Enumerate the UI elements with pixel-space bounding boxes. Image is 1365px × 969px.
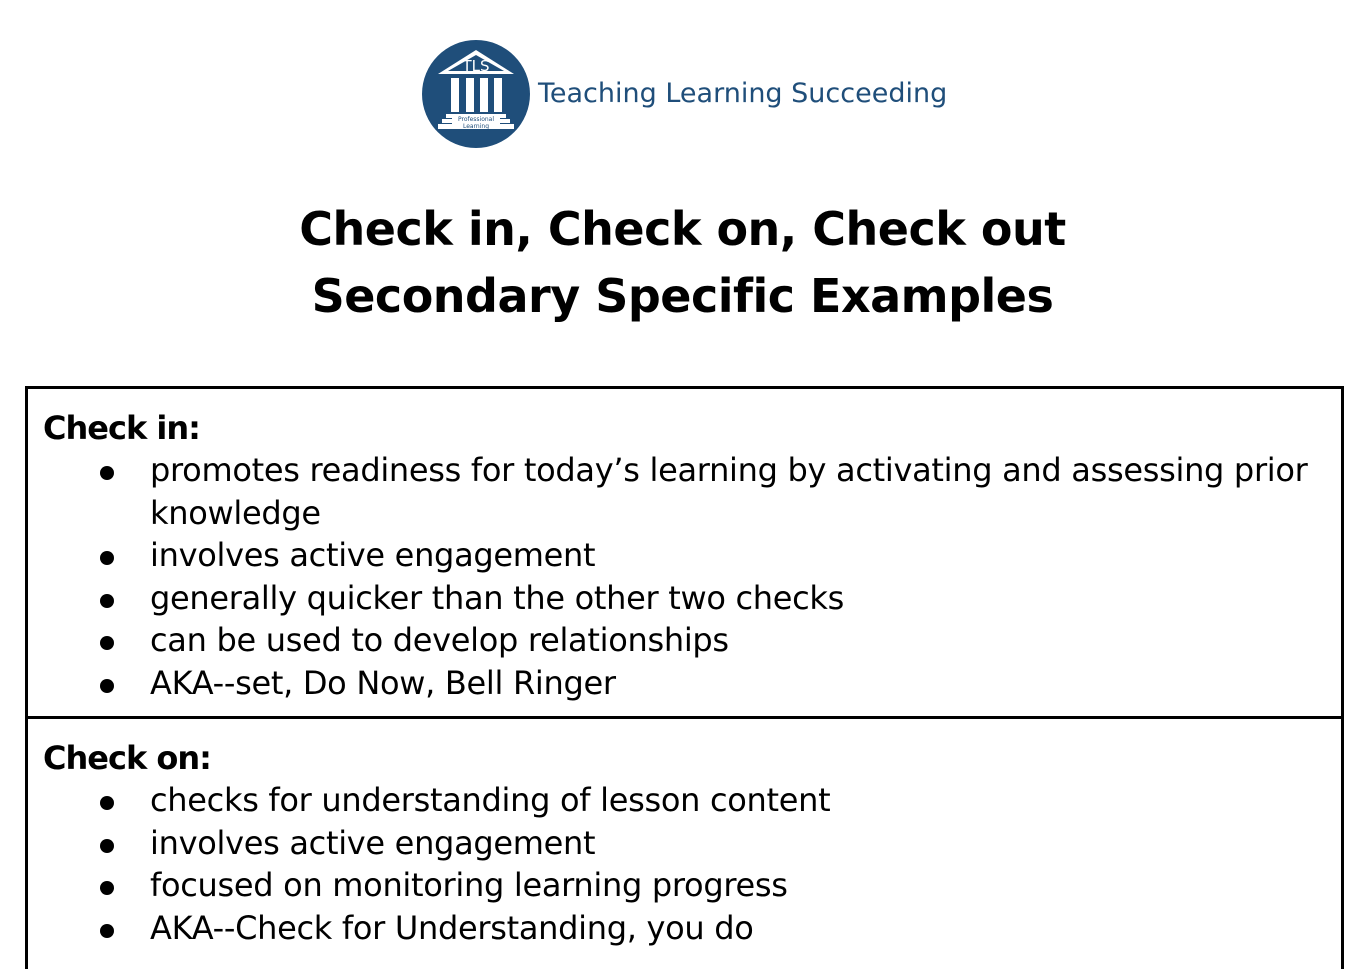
list-item: involves active engagement — [43, 534, 1341, 577]
tls-logo-icon — [422, 40, 530, 148]
header — [422, 40, 947, 148]
bullet-icon — [100, 466, 114, 480]
checks-table — [25, 386, 1344, 969]
brand-text: Teaching Learning Succeeding — [538, 77, 948, 109]
page-title — [0, 196, 1365, 330]
bullet-icon — [100, 636, 114, 650]
bullet-icon — [100, 924, 114, 938]
section-check-on — [28, 719, 1341, 949]
list-item: focused on monitoring learning progress — [43, 864, 1341, 907]
bullet-icon — [100, 796, 114, 810]
svg-text:Learning: Learning — [462, 123, 490, 130]
title-line-2: Secondary Specific Examples — [311, 269, 1054, 323]
list-item: AKA--set, Do Now, Bell Ringer — [43, 662, 1341, 705]
svg-text:Professional: Professional — [457, 116, 495, 123]
list-item: involves active engagement — [43, 822, 1341, 865]
bullet-icon — [100, 679, 114, 693]
bullet-icon — [100, 881, 114, 895]
list-item: generally quicker than the other two checks — [43, 577, 1341, 620]
title-line-1: Check in, Check on, Check out — [299, 202, 1066, 256]
list-item: promotes readiness for today’s learning by activating and assessing prior knowledge — [43, 449, 1341, 534]
section-title: Check in: — [43, 409, 200, 447]
bullet-icon — [100, 594, 114, 608]
list-item: checks for understanding of lesson content — [43, 779, 1341, 822]
bullet-icon — [100, 839, 114, 853]
list-item: can be used to develop relationships — [43, 619, 1341, 662]
section-check-in — [28, 389, 1341, 719]
svg-text:TLS: TLS — [462, 57, 490, 75]
list-item: AKA--Check for Understanding, you do — [43, 907, 1341, 950]
section-title: Check on: — [43, 739, 211, 777]
bullet-list — [43, 449, 1341, 714]
bullet-list — [43, 779, 1341, 949]
bullet-icon — [100, 551, 114, 565]
